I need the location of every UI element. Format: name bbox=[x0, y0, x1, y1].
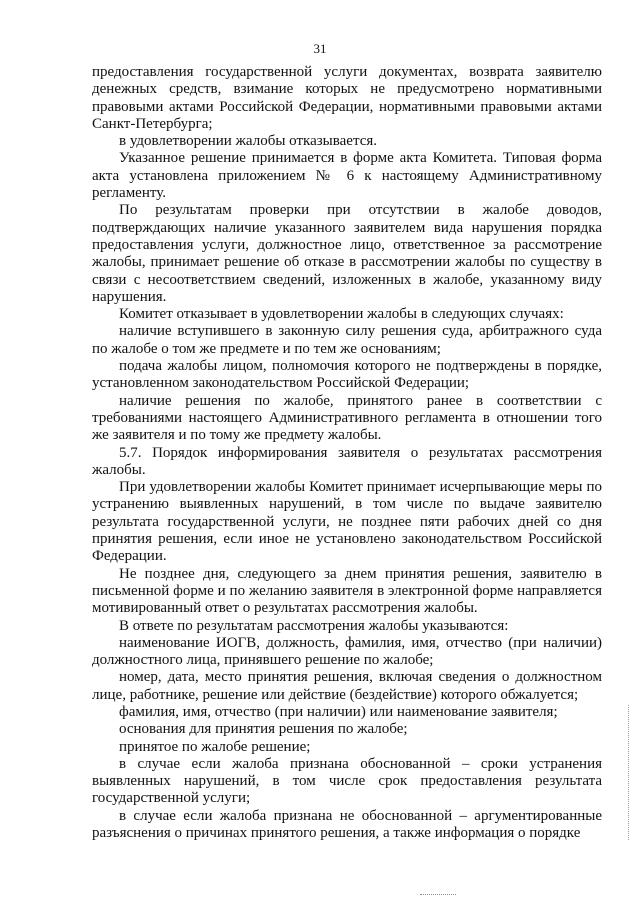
scan-margin-mark bbox=[628, 705, 630, 840]
page-number: 31 bbox=[313, 41, 327, 56]
paragraph-answer-deadline: Не позднее дня, следующего за днем принятия решения, заявителю в письменной форме и по желанию заявителя в электронной форме направляется мотивированный ответ о результатах рассмотрения жалобы. bbox=[92, 565, 602, 617]
paragraph-decision-form: Указанное решение принимается в форме акта Комитета. Типовая форма акта установлена приложением № 6 к настоящему Административному регламенту. bbox=[92, 150, 602, 202]
scan-bottom-mark bbox=[420, 894, 456, 896]
list-item-court-decision: наличие вступившего в законную силу решения суда, арбитражного суда по жалобе о том же предмете и по тем же основаниям; bbox=[92, 323, 602, 357]
list-item-decision-taken: принятое по жалобе решение; bbox=[119, 738, 311, 755]
paragraph-refusal-cases-intro: Комитет отказывает в удовлетворении жалобы в следующих случаях: bbox=[119, 306, 564, 323]
list-item-unjustified-complaint: в случае если жалоба признана не обоснованной – аргументированные разъяснения о причинах принятого решения, а также информация о порядке bbox=[92, 807, 602, 842]
paragraph-inspection-result: По результатам проверки при отсутствии в жалобе доводов, подтверждающих наличие указанного заявителем вида нарушения порядка предоставления услуги, должностное лицо, ответственное за рассмотрение жалобы, принимает решение об отказе в рассмотрении жалобы по существу в связи с несоответствием сведений, изложенных в жалобе, указанному виду нарушения. bbox=[92, 202, 602, 305]
paragraph-answer-contents-intro: В ответе по результатам рассмотрения жалобы указываются: bbox=[119, 617, 509, 634]
paragraph-satisfaction-measures: При удовлетворении жалобы Комитет принимает исчерпывающие меры по устранению выявленных нарушений, в том числе по выдаче заявителю результата государственной услуги, не позднее пяти рабочих дней со дня принятия решения, если иное не установлено законодательством Российской Федерации. bbox=[92, 479, 602, 565]
list-item-official-name: наименование ИОГВ, должность, фамилия, имя, отчество (при наличии) должностного лица, принявшего решение по жалобе; bbox=[92, 634, 602, 669]
list-item-applicant-name: фамилия, имя, отчество (при наличии) или наименование заявителя; bbox=[119, 703, 558, 720]
list-item-decision-grounds: основания для принятия решения по жалобе; bbox=[119, 721, 408, 738]
list-item-decision-details: номер, дата, место принятия решения, включая сведения о должностном лице, работнике, решение или действие (бездействие) которого обжалуется; bbox=[92, 669, 602, 703]
list-item-justified-complaint: в случае если жалоба признана обоснованной – сроки устранения выявленных нарушений, в том числе срок предоставления результата государственной услуги; bbox=[92, 755, 602, 807]
section-heading-5-7: 5.7. Порядок информирования заявителя о результатах рассмотрения жалобы. bbox=[92, 444, 602, 478]
paragraph-refusal: в удовлетворении жалобы отказывается. bbox=[119, 133, 377, 150]
document-body bbox=[92, 64, 602, 842]
list-item-unauthorized-person: подача жалобы лицом, полномочия которого не подтверждены в порядке, установленном законодательством Российской Федерации; bbox=[92, 358, 602, 392]
list-item-previous-decision: наличие решения по жалобе, принятого ранее в соответствии с требованиями настоящего Административного регламента в отношении того же заявителя и по тому же предмету жалобы. bbox=[92, 392, 602, 444]
paragraph-continuation: предоставления государственной услуги документах, возврата заявителю денежных средств, взимание которых не предусмотрено нормативными правовыми актами Российской Федерации, нормативными правовыми актами Санкт-Петербурга; bbox=[92, 64, 602, 132]
